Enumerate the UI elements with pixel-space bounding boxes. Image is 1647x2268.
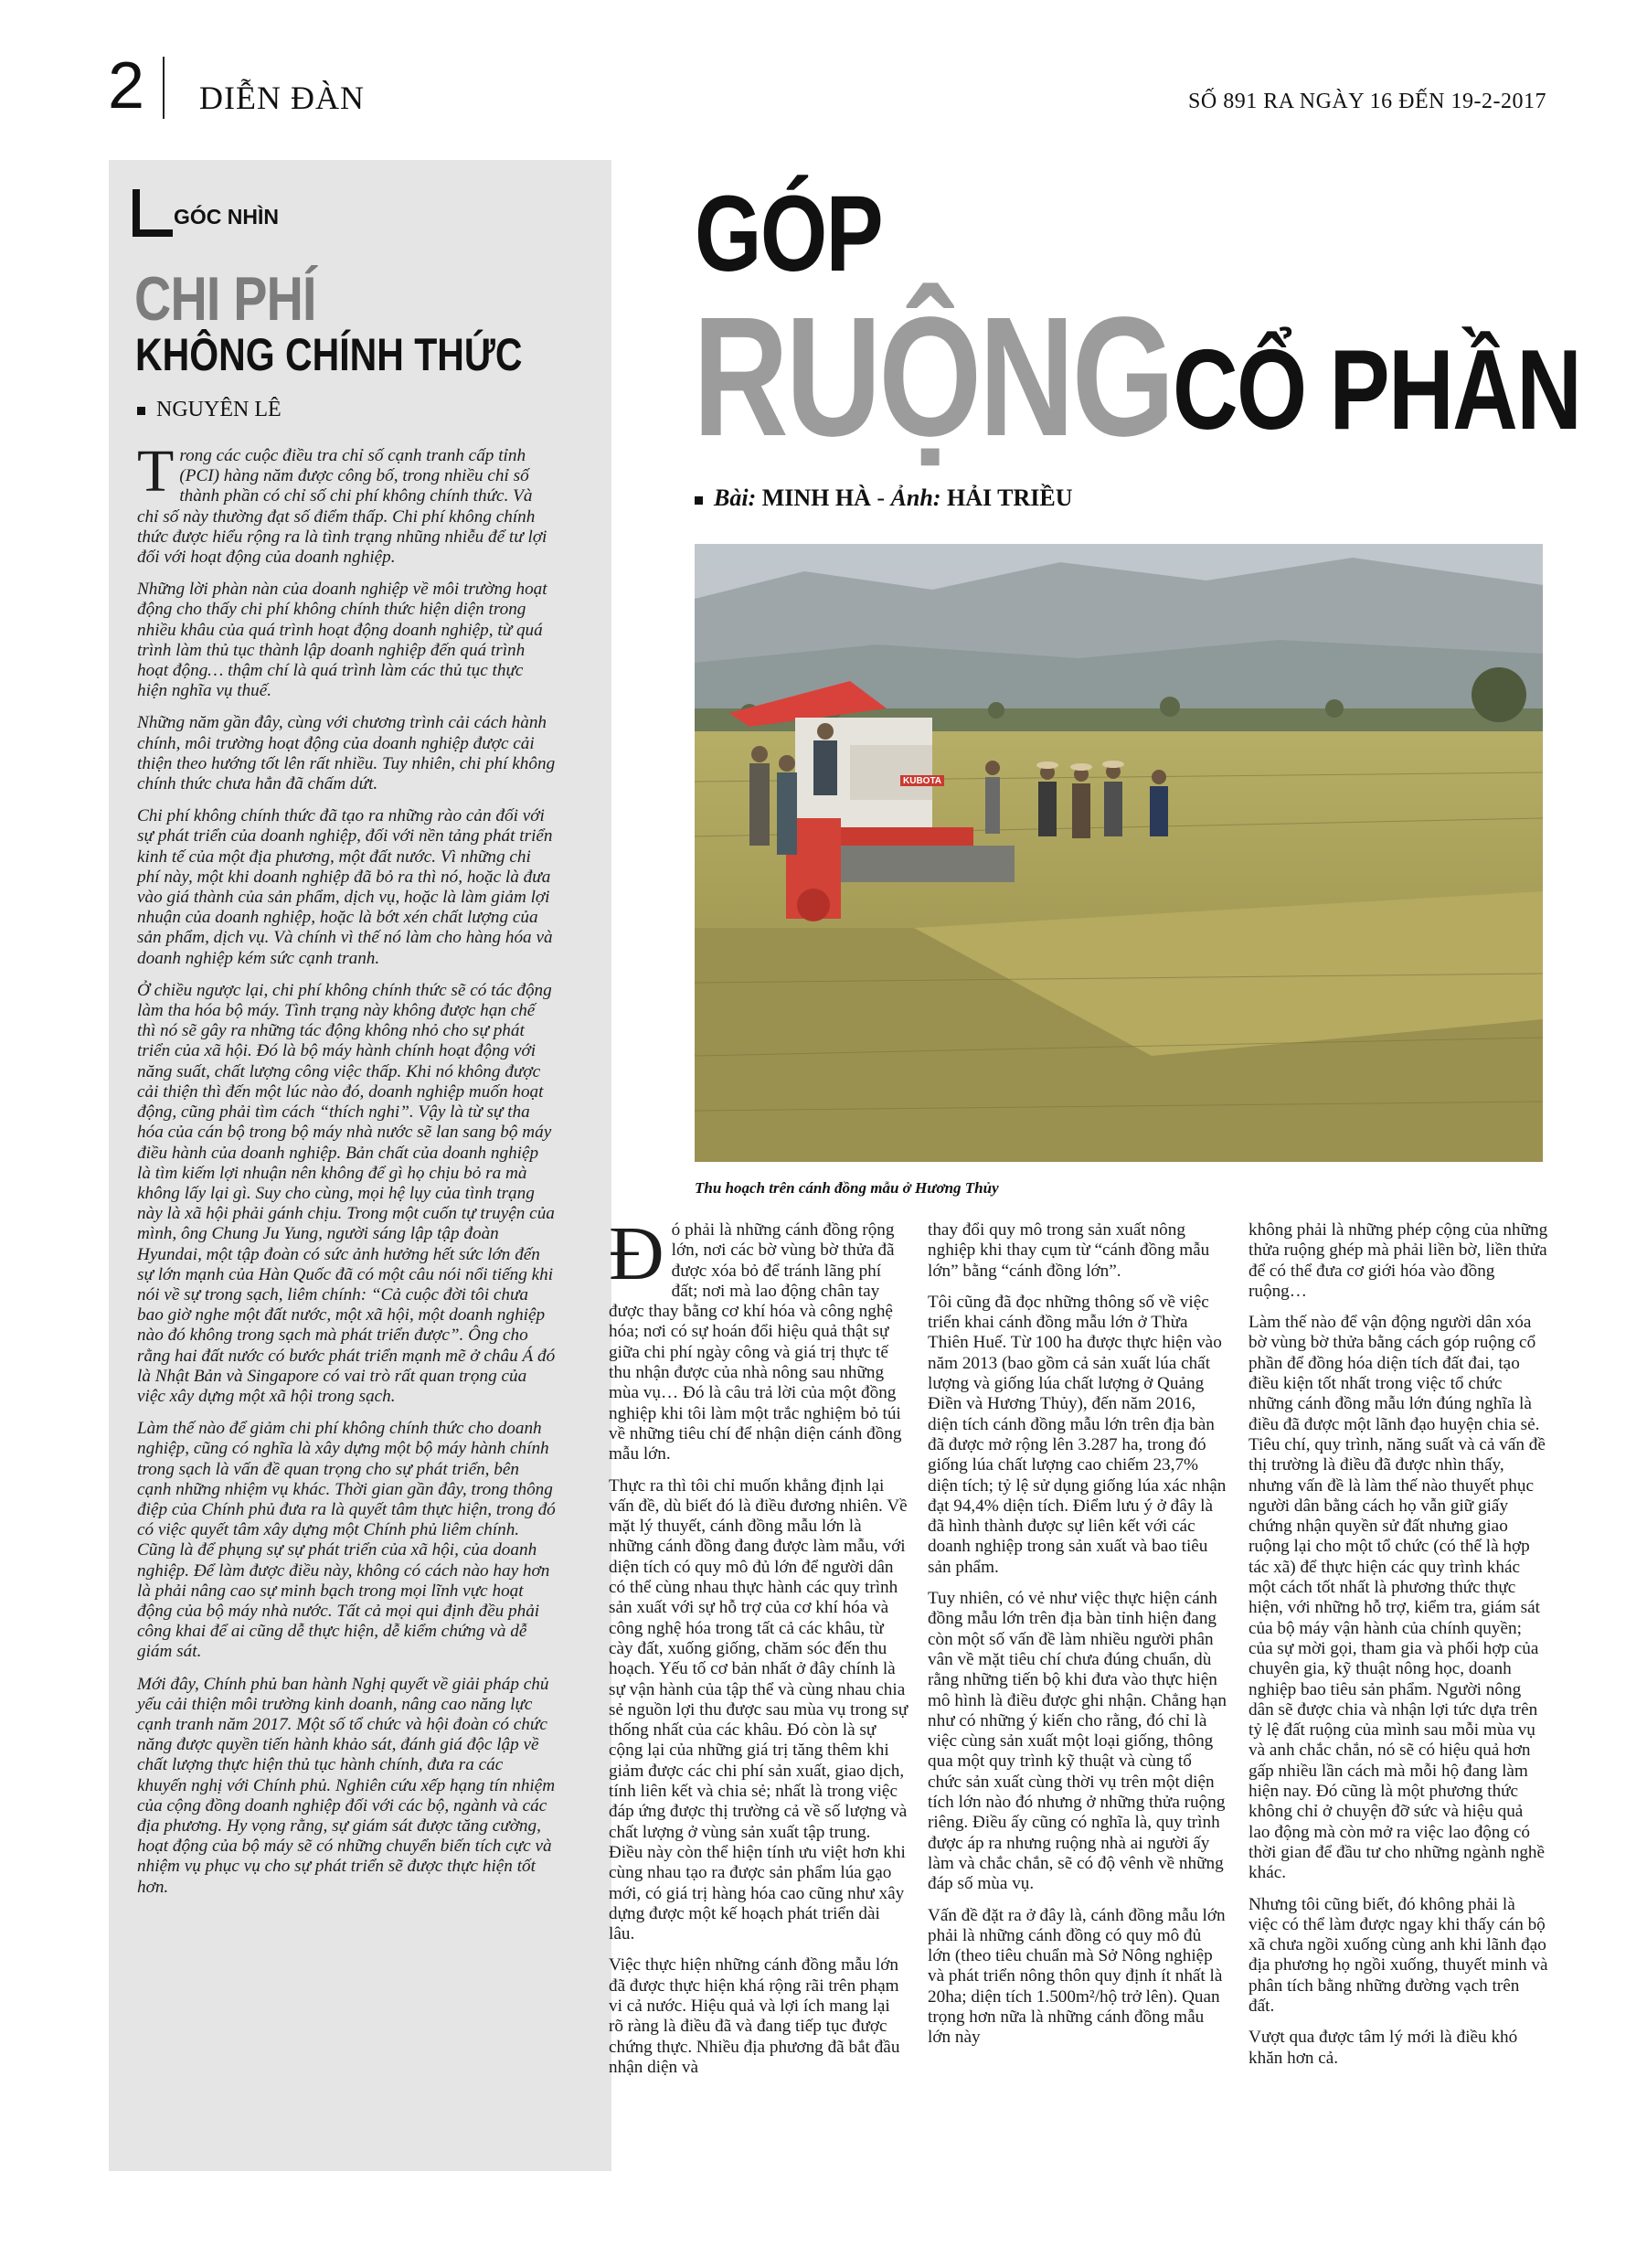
- article-paragraph: Thực ra thì tôi chỉ muốn khẳng định lại vấn đề, dù biết đó là điều đương nhiên. Về mặt lý thuyết, cánh đồng mẫu lớn là những cánh đồng đang được làm mẫu, với diện tích có quy mô đủ lớn để người dân có thể cùng nhau thực hành các quy trình sản xuất với sự hỗ trợ của cơ khí hóa và công nghệ hóa trong tất cả các khâu, từ cày đất, xuống giống, chăm sóc đến thu hoạch. Yếu tố cơ bản nhất ở đây chính là sự vận hành của tập thể và cùng nhau chia sẻ nguồn lợi thu được sau mùa vụ trong sự thống nhất của các khâu. Đó còn là sự cộng lại của những giá trị tăng thêm khi giảm được các chi phí sản xuất, giao dịch, tính liên kết và chia sẻ; nhất là trong việc đáp ứng được thị trường cả về số lượng và chất lượng ở vùng sản xuất tập trung. Điều này còn thể hiện tính ưu việt hơn khi cùng nhau tạo ra được sản phẩm lúa gạo mới, có giá trị hàng hóa cao cũng như xây dựng được một kế hoạch phát triển dài lâu.: [609, 1475, 909, 1944]
- article-column-1: [609, 1211, 909, 2089]
- page-number: 2: [108, 49, 145, 122]
- sidebar-paragraph: Trong các cuộc điều tra chỉ số cạnh tranh cấp tỉnh (PCI) hàng năm được công bố, trong nhiều chỉ số thành phần có chỉ số chi phí không chính thức. Và chỉ số này thường đạt số điểm thấp. Chi phí không chính thức được hiểu rộng ra là tình trạng nhũng nhiễu để tư lợi đối với hoạt động của doanh nghiệp.: [137, 438, 547, 568]
- article-paragraph: Nhưng tôi cũng biết, đó không phải là việc có thể làm được ngay khi thấy cán bộ xã chưa ngồi xuống cùng anh khi lãnh đạo địa phương họ ngồi xuống, thuyết minh và phân tích bằng những đường vạch trên đất.: [1249, 1894, 1548, 2016]
- bullet-square-icon: [695, 496, 703, 505]
- sidebar-paragraph: Ở chiều ngược lại, chi phí không chính thức sẽ có tác động làm tha hóa bộ máy. Tình trạng này không được hạn chế thì nó sẽ gây ra những tác động không nhỏ cho sự phát triển của xã hội. Đó là bộ máy hành chính hoạt động với năng suất, chất lượng công việc thấp. Khi nó không được cải thiện thì đến một lúc nào đó, doanh nghiệp muốn hoạt động, cũng phải tìm cách “thích nghi”. Vậy là từ sự tha hóa của cán bộ trong bộ máy nhà nước sẽ lan sang bộ máy điều hành của doanh nghiệp. Bản chất của doanh nghiệp là tìm kiếm lợi nhuận nên không để gì họ chịu bỏ ra mà không lấy lại gì. Suy cho cùng, mọi hệ lụy của tình trạng này là xã hội phải gánh chịu. Trong một cuốn tự truyện của mình, ông Chung Ju Yung, người sáng lập tập đoàn Hyundai, một tập đoàn có sức ảnh hưởng hết sức lớn đến sự lớn mạnh của Hàn Quốc đã có một câu nói nổi tiếng khi nói về sự trong sạch, liêm chính: “Cả cuộc đời tôi chưa bao giờ nghe một đất nước, một xã hội, một doanh nghiệp nào đó không trong sạch mà phát triển được”. Ông cho rằng hai đất nước có bước phát triển mạnh mẽ ở châu Á đó là Nhật Bản và Singapore có vai trò rất quan trọng của việc xây dựng một xã hội trong sạch.: [137, 980, 556, 1406]
- sidebar-paragraph: Mới đây, Chính phủ ban hành Nghị quyết về giải pháp chủ yếu cải thiện môi trường kinh doanh, nâng cao năng lực cạnh tranh năm 2017. Một số tổ chức và hội đoàn có chức năng được quyền tiến hành khảo sát, đánh giá độc lập về chất lượng thực hiện thủ tục hành chính, đưa ra các khuyến nghị với Chính phủ. Nghiên cứu xếp hạng tín nhiệm của cộng đồng doanh nghiệp đối với các bộ, ngành và các địa phương. Hy vọng rằng, sự giám sát được tăng cường, hoạt động của bộ máy sẽ có những chuyển biến tích cực và nhiệm vụ phục vụ cho sự phát triển sẽ được thực hiện tốt hơn.: [137, 1674, 556, 1897]
- headline-line1: GÓP: [695, 174, 883, 294]
- sidebar-paragraph: Những lời phàn nàn của doanh nghiệp về môi trường hoạt động cho thấy chi phí không chính thức hiện diện trong nhiều khâu của quá trình hoạt động doanh nghiệp, từ quá trình làm thủ tục thành lập doanh nghiệp đến quá trình hoạt động… thậm chí là quá trình làm các thủ tục thực hiện nghĩa vụ thuế.: [137, 580, 547, 701]
- headline-line3: CỔ PHẦN: [1173, 327, 1581, 453]
- sidebar-author: [137, 398, 282, 422]
- article-column-3: [1249, 1220, 1548, 2080]
- article-paragraph: thay đổi quy mô trong sản xuất nông nghiệp khi thay cụm từ “cánh đồng mẫu lớn” bằng “cánh đồng lớn”.: [928, 1220, 1210, 1281]
- article-paragraph: Vượt qua được tâm lý mới là điều khó khăn hơn cả.: [1249, 2028, 1518, 2068]
- sidebar-paragraph: Những năm gần đây, cùng với chương trình cải cách hành chính, môi trường hoạt động của doanh nghiệp được cải thiện theo hướng tốt lên rất nhiều. Tuy nhiên, chi phí không chính thức chưa hẳn đã chấm dứt.: [137, 713, 556, 794]
- issue-info: SỐ 891 RA NGÀY 16 ĐẾN 19-2-2017: [1188, 90, 1546, 113]
- byline: Bài: MINH HÀ - Ảnh: HẢI TRIỀU: [695, 484, 1073, 512]
- sidebar-body: [137, 438, 556, 1910]
- headline-line2: RUỘNG: [693, 282, 1173, 472]
- photo-brand-text: KUBOTA: [903, 776, 942, 786]
- sidebar-paragraph: Chi phí không chính thức đã tạo ra những rào cản đối với sự phát triển của doanh nghiệp, đối với nền tảng phát triển kinh tế của một địa phương, một đất nước. Vì những chi phí này, một khi doanh nghiệp đã bỏ ra thì nó, hoặc là đưa vào giá thành của sản phẩm, dịch vụ, hoặc là làm giảm lợi nhuận của doanh nghiệp, hoặc là bớt xén chất lượng của sản phẩm, dịch vụ. Và chính vì thế nó làm cho hàng hóa và doanh nghiệp kém sức cạnh tranh.: [137, 806, 553, 968]
- article-column-2: [928, 1220, 1227, 2060]
- sidebar-dropcap: T: [137, 438, 175, 505]
- corner-bracket-icon: [133, 189, 173, 237]
- article-paragraph: Việc thực hiện những cánh đồng mẫu lớn đã được thực hiện khá rộng rãi trên phạm vi cả nước. Hiệu quả và lợi ích mang lại rõ ràng là điều đã và đang tiếp tục được chứng thực. Nhiều địa phương đã bắt đầu nhận diện và: [609, 1955, 900, 2077]
- article-paragraph: Làm thế nào để vận động người dân xóa bờ vùng bờ thửa bằng cách góp ruộng cổ phần để đồng hóa diện tích đất đai, tạo điều kiện tốt nhất trong việc tổ chức những cánh đồng mẫu lớn đúng nghĩa là điều đã được một lãnh đạo huyện chia sẻ. Tiêu chí, quy trình, năng suất và cả vấn đề thị trường là điều đã được nhìn thấy, nhưng vấn đề là làm thế nào thuyết phục người dân bằng cách họ vẫn giữ giấy chứng nhận quyền sử đất nhưng giao ruộng lại cho một tổ chức (có thể là hợp tác xã) để thực hiện các quy trình khác một cách tốt nhất là phương thức thực hiện, với những hỗ trợ, kiểm tra, giám sát của bộ máy vận hành của chính quyền; của sự mời gọi, tham gia và phối hợp của chuyên gia, kỹ thuật nông học, doanh nghiệp bao tiêu sản phẩm. Người nông dân sẽ được chia và nhận lợi tức dựa trên tỷ lệ đất ruộng của mình sau mỗi mùa vụ và anh chắc chắn, nó sẽ có hiệu quả hơn gấp nhiều lần cách mà mỗi hộ đang làm hiện nay. Đó cũng là một phương thức không chỉ ở chuyện đỡ sức và hiệu quả lao động mà còn mở ra việc lao động có thời gian để đầu tư cho những ngành nghề khác.: [1249, 1313, 1546, 1883]
- section-title: DIỄN ĐÀN: [199, 80, 365, 116]
- photo-caption: Thu hoạch trên cánh đồng mẫu ở Hương Thủy: [695, 1179, 999, 1197]
- sidebar-author-name: NGUYÊN LÊ: [156, 398, 282, 421]
- sidebar-title-line1: CHI PHÍ: [134, 264, 316, 334]
- article-paragraph: Đó phải là những cánh đồng rộng lớn, nơi các bờ vùng bờ thửa đã được xóa bỏ để tránh lãng phí đất; nơi mà lao động chân tay được thay bằng cơ khí hóa và công nghệ hóa; nơi có sự hoán đổi hiệu quả thật sự giữa chi phí ngày công và giá trị thực tế thu nhận được của nhà nông sau những mùa vụ… Đó là câu trả lời của một đồng nghiệp khi tôi làm một trắc nghiệm bỏ túi về những tiêu chí để nhận diện cánh đồng mẫu lớn.: [609, 1211, 902, 1464]
- article-paragraph: Tuy nhiên, có vẻ như việc thực hiện cánh đồng mẫu lớn trên địa bàn tỉnh hiện đang còn một số vấn đề làm nhiều người phân vân về mặt tiêu chí chưa đúng chuẩn, dù rằng những tiến bộ khi đưa vào thực hiện mô hình là điều được ghi nhận. Chẳng hạn như có những ý kiến cho rằng, đó chỉ là việc cùng sản xuất một loại giống, thông qua một quy trình kỹ thuật và cùng tổ chức sản xuất cùng thời vụ trên một diện tích lớn nào đó nhưng ở những thửa ruộng riêng. Điều ấy cũng có nghĩa là, quy trình được áp ra nhưng ruộng nhà ai người ấy làm và chắc chắn, sẽ có độ vênh về những đáp số mùa vụ.: [928, 1589, 1227, 1894]
- bullet-square-icon: [137, 407, 145, 415]
- sidebar-paragraph: Làm thế nào để giảm chi phí không chính thức cho doanh nghiệp, cũng có nghĩa là xây dựng một bộ máy hành chính trong sạch là vấn đề quan trọng cho sự phát triển, bên cạnh những nhiệm vụ khác. Thời gian gần đây, trong thông điệp của Chính phủ đưa ra là quyết tâm thực hiện, trong đó có việc quyết tâm xây dựng một Chính phủ liêm chính. Cũng là để phụng sự sự phát triển của xã hội, của doanh nghiệp. Để làm được điều này, không có cách nào hay hơn là phải nâng cao sự minh bạch trong mọi lĩnh vực hoạt động của bộ máy nhà nước. Tất cả mọi qui định đều phải công khai để ai cũng dễ thực hiện, dễ kiểm chứng và dễ giám sát.: [137, 1419, 556, 1662]
- article-photo: [695, 544, 1543, 1162]
- article-dropcap: Đ: [609, 1211, 664, 1296]
- article-paragraph: Vấn đề đặt ra ở đây là, cánh đồng mẫu lớn phải là những cánh đồng có quy mô đủ lớn (theo tiêu chuẩn mà Sở Nông nghiệp và phát triển nông thôn quy định ít nhất là 20ha; diện tích 1.500m²/hộ trở lên). Quan trọng hơn nữa là những cánh đồng mẫu lớn này: [928, 1905, 1226, 2048]
- sidebar-title-line2: KHÔNG CHÍNH THỨC: [135, 329, 523, 380]
- sidebar-kicker: GÓC NHÌN: [174, 205, 279, 229]
- header-divider: [163, 57, 165, 119]
- article-paragraph: Tôi cũng đã đọc những thông số về việc triển khai cánh đồng mẫu lớn ở Thừa Thiên Huế. Từ 100 ha được thực hiện vào năm 2013 (bao gồm cả sản xuất lúa chất lượng và giống lúa chất lượng ở Quảng Điền và Hương Thủy), đến năm 2016, diện tích cánh đồng mẫu lớn trên địa bàn đã được mở rộng lên 3.287 ha, trong đó giống lúa chất lượng cao chiếm 23,7% diện tích; tỷ lệ sử dụng giống lúa xác nhận đạt 94,4% diện tích. Điểm lưu ý ở đây là đã hình thành được sự liên kết với các doanh nghiệp trong sản xuất và bao tiêu sản phẩm.: [928, 1292, 1227, 1577]
- article-paragraph: không phải là những phép cộng của những thửa ruộng ghép mà phải liền bờ, liền thửa để có thể đưa cơ giới hóa vào đồng ruộng…: [1249, 1220, 1548, 1301]
